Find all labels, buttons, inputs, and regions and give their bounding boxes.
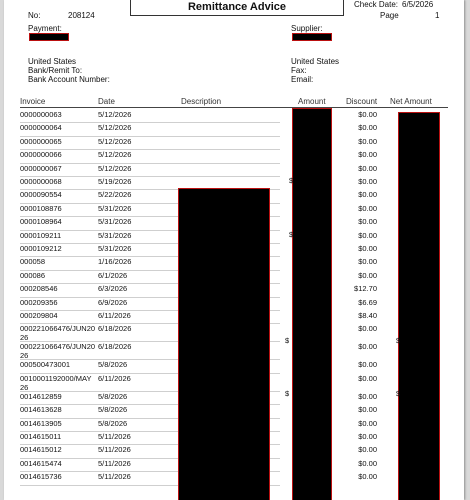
discount-value: $0.00: [358, 432, 377, 441]
invoice-number: 0000000067: [20, 163, 62, 173]
invoice-date: 6/9/2026: [98, 297, 128, 307]
net-amount-redaction: [398, 112, 440, 500]
discount-value: $8.40: [358, 311, 377, 320]
invoice-number: 000209356: [20, 297, 58, 307]
invoice-number: 0000000065: [20, 136, 62, 146]
discount-value: $0.00: [358, 391, 377, 401]
title-box: [130, 0, 344, 16]
discount-value: $0.00: [358, 324, 377, 334]
discount-value: $0.00: [358, 217, 377, 227]
header-date: Date: [98, 97, 115, 106]
invoice-number: 0014612859: [20, 391, 62, 401]
invoice-date: 5/12/2026: [98, 136, 132, 146]
table-row: [20, 163, 280, 177]
discount-value: $0.00: [358, 405, 377, 415]
discount-value: $0.00: [358, 445, 377, 455]
discount-value: $0.00: [358, 190, 377, 200]
table-row: [20, 149, 280, 163]
payment-redaction: [29, 33, 69, 41]
invoice-number: 0000108964: [20, 217, 62, 227]
amount-redaction: [292, 108, 332, 500]
header-invoice: Invoice: [20, 97, 46, 106]
amount-dollar-sign: $: [285, 389, 290, 398]
invoice-number: 0014613628: [20, 405, 62, 415]
remittance-page: [4, 0, 464, 500]
invoice-date: 5/8/2026: [98, 418, 128, 428]
page-label: Page: [380, 11, 399, 20]
invoice-date: 5/19/2026: [98, 177, 132, 186]
invoice-number: 0014615474: [20, 458, 62, 468]
invoice-date: 6/11/2026: [98, 373, 131, 383]
header-discount: Discount: [346, 97, 378, 106]
invoice-date: 5/11/2026: [98, 432, 131, 441]
invoice-date: 5/31/2026: [98, 244, 132, 253]
check-date-label: Check Date:: [354, 0, 399, 9]
invoice-number: 0000109211: [20, 230, 62, 240]
invoice-number: 0014613905: [20, 418, 62, 428]
bank-account-label: Bank Account Number:: [28, 75, 110, 84]
invoice-number: 000086: [20, 270, 46, 280]
header-amount: Amount: [298, 97, 326, 106]
document-title: Remittance Advice: [187, 1, 287, 13]
description-redaction: [178, 188, 270, 500]
invoice-date: 5/11/2026: [98, 458, 131, 468]
net-dollar-sign: $: [396, 389, 401, 398]
discount-value: $0.00: [358, 150, 377, 160]
invoice-number: 0000109212: [20, 244, 62, 253]
discount-value: $0.00: [358, 373, 377, 383]
discount-value: $0.00: [358, 342, 377, 352]
invoice-date: 5/31/2026: [98, 203, 132, 213]
no-value: 208124: [68, 11, 95, 20]
invoice-number: 000221066476/JUN20 26: [20, 342, 96, 361]
invoice-date: 5/31/2026: [98, 230, 132, 240]
page-value: 1: [435, 11, 440, 20]
no-label: No:: [28, 11, 41, 20]
discount-value: $0.00: [358, 230, 377, 240]
invoice-date: 5/8/2026: [98, 391, 128, 401]
discount-value: $0.00: [358, 270, 377, 280]
invoice-date: 6/1/2026: [98, 270, 128, 280]
check-date-value: 6/5/2026: [402, 0, 434, 9]
header-net-amount: Net Amount: [390, 97, 432, 106]
invoice-number: 000221066476/JUN20 26: [20, 324, 96, 343]
discount-value: $0.00: [358, 163, 377, 173]
invoice-number: 0014615012: [20, 445, 62, 455]
table-row: [20, 122, 280, 136]
invoice-date: 5/31/2026: [98, 217, 132, 227]
discount-value: $6.69: [358, 297, 377, 307]
discount-value: $0.00: [358, 244, 377, 253]
discount-value: $0.00: [358, 123, 377, 133]
invoice-number: 000208546: [20, 284, 58, 294]
invoice-date: 5/12/2026: [98, 110, 132, 119]
header-divider: [20, 107, 448, 108]
discount-value: $0.00: [358, 136, 377, 146]
payment-label: Payment:: [28, 24, 62, 33]
invoice-date: 5/22/2026: [98, 190, 132, 200]
discount-value: $0.00: [358, 472, 377, 482]
supplier-country: United States: [291, 57, 340, 66]
invoice-date: 6/18/2026: [98, 342, 132, 352]
payment-country: United States: [28, 57, 77, 66]
discount-value: $0.00: [358, 458, 377, 468]
discount-value: $0.00: [358, 110, 377, 119]
invoice-number: 0000000064: [20, 123, 62, 133]
invoice-date: 1/16/2026: [98, 257, 132, 267]
invoice-number: 0000090554: [20, 190, 62, 200]
table-row: [20, 136, 280, 150]
invoice-number: 000209804: [20, 311, 58, 320]
amount-dollar-sign: $: [285, 336, 290, 345]
invoice-date: 5/12/2026: [98, 150, 132, 160]
supplier-label: Supplier:: [291, 24, 323, 33]
invoice-date: 6/18/2026: [98, 324, 132, 334]
invoice-date: 5/12/2026: [98, 123, 132, 133]
discount-value: $0.00: [358, 418, 377, 428]
invoice-number: 0014615011: [20, 432, 62, 441]
invoice-number: 0000000068: [20, 177, 62, 186]
invoice-date: 5/11/2026: [98, 445, 131, 455]
invoice-number: 0000000063: [20, 110, 62, 119]
discount-value: $0.00: [358, 203, 377, 213]
amount-dollar-sign: $: [289, 176, 294, 185]
discount-value: $12.70: [354, 284, 377, 294]
invoice-number: 000500473001: [20, 360, 71, 370]
discount-value: $0.00: [358, 257, 377, 267]
supplier-email-label: Email:: [291, 75, 314, 84]
invoice-number: 0010001192000/MAY 26: [20, 373, 92, 392]
discount-value: $0.00: [358, 177, 377, 186]
bank-remit-label: Bank/Remit To:: [28, 66, 83, 75]
table-row: [20, 109, 280, 123]
invoice-date: 6/3/2026: [98, 284, 128, 294]
invoice-number: 0000000066: [20, 150, 62, 160]
discount-value: $0.00: [358, 360, 377, 370]
invoice-date: 5/8/2026: [98, 360, 128, 370]
invoice-date: 6/11/2026: [98, 311, 131, 320]
invoice-date: 5/11/2026: [98, 472, 131, 482]
header-description: Description: [181, 97, 222, 106]
invoice-number: 0000108876: [20, 203, 62, 213]
invoice-number: 0014615736: [20, 472, 62, 482]
supplier-redaction: [292, 33, 332, 41]
invoice-date: 5/8/2026: [98, 405, 128, 415]
supplier-fax-label: Fax:: [291, 66, 307, 75]
invoice-date: 5/12/2026: [98, 163, 132, 173]
amount-dollar-sign: $: [289, 230, 294, 239]
net-dollar-sign: $: [396, 336, 401, 345]
invoice-number: 000058: [20, 257, 46, 267]
